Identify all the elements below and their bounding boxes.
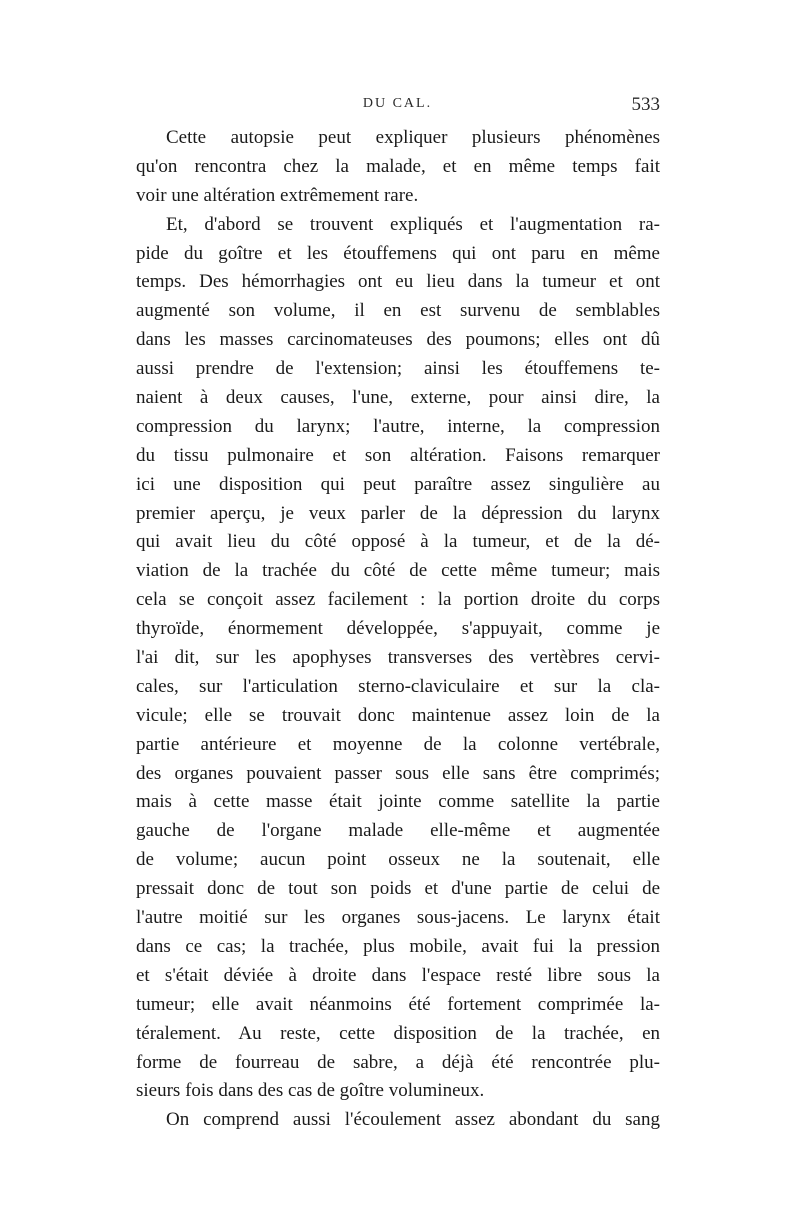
- text-line: vicule; elle se trouvait donc maintenue assez loin de la: [136, 704, 660, 726]
- text-line: mais à cette masse était jointe comme satellite la partie: [136, 791, 660, 813]
- running-title: DU CAL.: [362, 96, 433, 111]
- text-line: partie antérieure et moyenne de la colonne vertébrale,: [136, 733, 660, 755]
- text-line: qu'on rencontra chez la malade, et en même temps fait: [136, 155, 660, 177]
- running-head: [135, 96, 660, 120]
- text-line: temps. Des hémorrhagies ont eu lieu dans la tumeur et ont: [136, 271, 660, 293]
- text-line: tumeur; elle avait néanmoins été fortement comprimée la-: [136, 993, 660, 1015]
- text-line: pressait donc de tout son poids et d'une partie de celui de: [136, 878, 660, 900]
- text-line: viation de la trachée du côté de cette même tumeur; mais: [136, 560, 660, 582]
- text-line: l'ai dit, sur les apophyses transverses des vertèbres cervi-: [136, 647, 660, 669]
- text-line: aussi prendre de l'extension; ainsi les étouffemens te-: [136, 358, 660, 380]
- text-line: qui avait lieu du côté opposé à la tumeur, et de la dé-: [136, 531, 660, 553]
- text-line: de volume; aucun point osseux ne la soutenait, elle: [136, 849, 660, 871]
- text-line: Et, d'abord se trouvent expliqués et l'augmentation ra-: [166, 213, 660, 235]
- text-line: voir une altération extrêmement rare.: [136, 184, 419, 206]
- page-number: 533: [631, 94, 660, 115]
- text-line: forme de fourreau de sabre, a déjà été rencontrée plu-: [136, 1051, 660, 1073]
- text-line: compression du larynx; l'autre, interne, la compression: [136, 415, 660, 437]
- text-line: sieurs fois dans des cas de goître volumineux.: [136, 1080, 485, 1102]
- text-line: Cette autopsie peut expliquer plusieurs phénomènes: [166, 127, 660, 148]
- text-line: ici une disposition qui peut paraître assez singulière au: [136, 473, 660, 495]
- text-line: cales, sur l'articulation sterno-claviculaire et sur la cla-: [136, 675, 660, 697]
- text-line: thyroïde, énormement développée, s'appuyait, comme je: [136, 618, 660, 640]
- text-line: du tissu pulmonaire et son altération. Faisons remarquer: [136, 444, 660, 466]
- text-line: premier aperçu, je veux parler de la dépression du larynx: [136, 502, 660, 524]
- text-line: dans ce cas; la trachée, plus mobile, avait fui la pression: [136, 935, 660, 957]
- body-text: [136, 124, 660, 1135]
- text-line: naient à deux causes, l'une, externe, pour ainsi dire, la: [136, 387, 660, 409]
- text-line: pide du goître et les étouffemens qui ont paru en même: [136, 242, 660, 264]
- text-line: On comprend aussi l'écoulement assez abondant du sang: [166, 1109, 660, 1131]
- text-line: augmenté son volume, il en est survenu de semblables: [136, 300, 660, 322]
- text-line: l'autre moitié sur les organes sous-jacens. Le larynx était: [136, 907, 660, 929]
- text-line: téralement. Au reste, cette disposition de la trachée, en: [136, 1022, 660, 1044]
- text-line: et s'était déviée à droite dans l'espace resté libre sous la: [136, 964, 660, 986]
- text-line: cela se conçoit assez facilement : la portion droite du corps: [136, 589, 660, 611]
- text-line: gauche de l'organe malade elle-même et augmentée: [136, 820, 660, 842]
- text-line: dans les masses carcinomateuses des poumons; elles ont dû: [136, 329, 660, 351]
- text-line: des organes pouvaient passer sous elle sans être comprimés;: [136, 762, 660, 784]
